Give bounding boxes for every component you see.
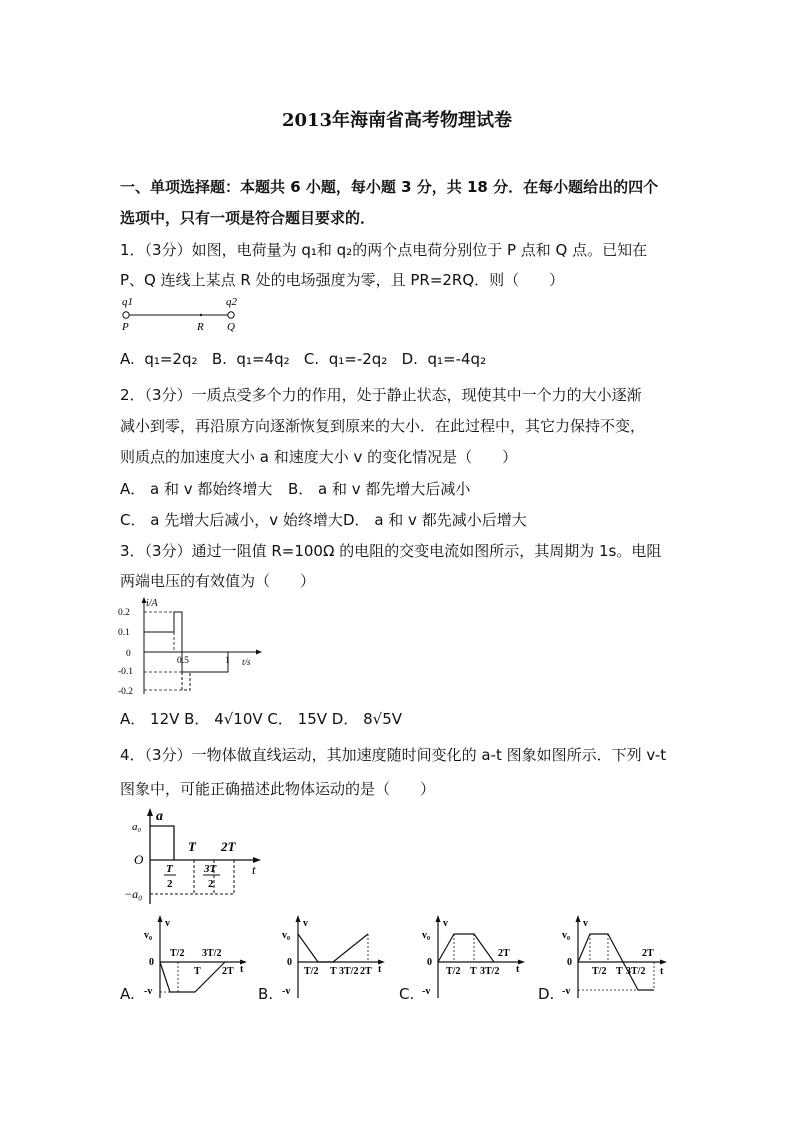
at-neg-pulse: [214, 860, 234, 894]
vt-d-label-t: t: [660, 966, 664, 977]
q4-option-a-letter: A.: [120, 985, 135, 1003]
q4-vt-graph-a: [140, 912, 250, 1002]
vt-c-curve: [438, 934, 494, 962]
q2-option-c: C． a 先增大后减小，v 始终增大: [120, 511, 343, 529]
q4-vt-graph-d: [558, 912, 674, 1002]
q3-text-line1: 3．（3分）通过一阻值 R=100Ω 的电阻的交变电流如图所示，其周期为 1s。电阻: [120, 542, 662, 560]
q3-xtick-0.5: 0.5: [177, 656, 189, 666]
vt-c-label-t: t: [516, 964, 520, 975]
q1-label-q1: q1: [122, 296, 133, 308]
q4-at-graph: [118, 806, 268, 908]
vt-d-y-arrow: [576, 915, 581, 922]
at-label-t: t: [252, 862, 256, 877]
q3-neg-pulse: [182, 672, 190, 690]
q3-xtick-1: 1: [225, 656, 230, 666]
vt-c-v0: v₀: [422, 930, 430, 941]
at-frac-T2-den: 2: [167, 878, 173, 890]
vt-a-zero: 0: [149, 957, 154, 968]
at-frac-T2-num: T: [166, 863, 173, 875]
vt-b-label-2T: 2T: [360, 966, 372, 977]
vt-c-label-T: T: [470, 966, 477, 977]
vt-b-label-t: t: [378, 964, 382, 975]
q3-text-line2: 两端电压的有效值为（ ）: [120, 572, 316, 590]
vt-d-zero: 0: [567, 957, 572, 968]
vt-b-negv: -v: [282, 986, 291, 997]
q1-option-c: q₁=-2q₂: [328, 350, 388, 368]
vt-c-label-2T: 2T: [498, 948, 510, 959]
vt-c-negv: -v: [422, 986, 431, 997]
q4-vt-graph-b: [278, 912, 388, 1002]
at-label-T: T: [188, 839, 196, 854]
q3-ytick--0.2: -0.2: [118, 687, 134, 697]
vt-a-curve: [160, 962, 225, 992]
q3-options: A． 12V B． 4√10V C． 15V D． 8√5V: [120, 710, 403, 728]
q1-text-line1: 1．（3分）如图，电荷量为 q₁和 q₂的两个点电荷分别位于 P 点和 Q 点。已知在: [120, 241, 648, 259]
charge-q-dot: [228, 312, 234, 318]
vt-d-label-3half: 3T/2: [626, 966, 646, 977]
q1-label-q: Q: [227, 321, 235, 333]
q4-option-d-letter: D.: [538, 985, 555, 1003]
vt-c-label-half: T/2: [446, 966, 461, 977]
at-label-a: a: [156, 809, 163, 824]
charge-p-dot: [123, 312, 129, 318]
q2-option-b: B． a 和 v 都先增大后减小: [288, 480, 471, 498]
q1-option-a-letter: A.: [120, 350, 135, 368]
q2-text-line2: 减小到零，再沿原方向逐渐恢复到原来的大小．在此过程中，其它力保持不变，: [120, 417, 646, 435]
vt-d-v: v: [583, 918, 588, 929]
q3-x-arrow: [256, 650, 262, 655]
at-y-arrow: [147, 808, 153, 816]
vt-d-x-arrow: [660, 960, 667, 965]
vt-a-y-arrow: [158, 915, 163, 922]
vt-d-label-2T: 2T: [642, 948, 654, 959]
q1-label-p: P: [122, 321, 129, 333]
page-title: 2013年海南省高考物理试卷: [281, 110, 513, 131]
q3-y-label: i/A: [146, 598, 158, 609]
q1-label-q2: q2: [226, 296, 237, 308]
vt-b-zero: 0: [287, 957, 292, 968]
vt-c-y-arrow: [436, 915, 441, 922]
q4-option-c-letter: C.: [399, 985, 415, 1003]
vt-a-v0: v₀: [144, 930, 152, 941]
vt-b-label-3half: 3T/2: [339, 966, 359, 977]
vt-c-zero: 0: [427, 957, 432, 968]
q3-ytick-0: 0: [126, 649, 131, 659]
at-frac-3T2-den: 2: [208, 878, 214, 890]
q1-option-b: q₁=4q₂: [236, 350, 290, 368]
section-heading-line1: 一、单项选择题：本题共 6 小题，每小题 3 分，共 18 分．在每小题给出的四个: [120, 178, 659, 196]
q1-charge-figure: [118, 294, 248, 336]
q3-positive-pulse: [144, 612, 182, 652]
q4-option-b-letter: B.: [258, 985, 274, 1003]
q1-text-line2: P、Q 连线上某点 R 处的电场强度为零，且 PR=2RQ．则（ ）: [120, 271, 565, 289]
q1-option-c-letter: C.: [303, 350, 320, 368]
at-label-o: O: [134, 852, 144, 867]
vt-d-label-half: T/2: [592, 966, 607, 977]
vt-b-y-arrow: [296, 915, 301, 922]
q4-text-line1: 4．（3分）一物体做直线运动，其加速度随时间变化的 a-t 图象如图所示．下列 v-t: [120, 746, 667, 764]
section-heading-line2: 选项中，只有一项是符合题目要求的．: [120, 209, 376, 227]
vt-b-label-T: T: [330, 966, 337, 977]
q1-option-a: q₁=2q₂: [144, 350, 198, 368]
q3-ytick-0.1: 0.1: [118, 628, 130, 638]
q1-option-d-letter: D.: [401, 350, 418, 368]
q3-neg-segment: [182, 652, 228, 672]
at-label-neg-a0: −a₀: [124, 887, 143, 901]
vt-b-v: v: [303, 918, 308, 929]
at-frac-3T2-num: 3T: [204, 863, 217, 875]
q3-x-label: t/s: [242, 657, 251, 667]
q1-label-r: R: [197, 321, 204, 333]
vt-d-v0: v₀: [562, 930, 570, 941]
q1-option-b-letter: B.: [211, 350, 227, 368]
vt-a-label-half: T/2: [170, 948, 185, 959]
vt-d-label-T: T: [616, 966, 623, 977]
q2-option-a: A． a 和 v 都始终增大: [120, 480, 273, 498]
at-label-2T: 2T: [221, 839, 236, 854]
q4-vt-graph-c: [418, 912, 528, 1002]
vt-a-label-T: T: [194, 966, 201, 977]
at-pos-pulse: [150, 826, 174, 860]
vt-c-v: v: [443, 918, 448, 929]
q2-text-line1: 2．（3分）一质点受多个力的作用，处于静止状态，现使其中一个力的大小逐渐: [120, 386, 642, 404]
vt-b-v0: v₀: [282, 930, 290, 941]
vt-b-curve: [298, 934, 368, 962]
vt-a-label-t: t: [240, 964, 244, 975]
q3-current-graph: [116, 594, 266, 698]
vt-c-label-3half: 3T/2: [480, 966, 500, 977]
q3-ytick-0.2: 0.2: [118, 608, 130, 618]
vt-a-label-2T: 2T: [222, 966, 234, 977]
vt-d-negv: -v: [562, 986, 571, 997]
q1-options: [120, 350, 486, 368]
q4-text-line2: 图象中，可能正确描述此物体运动的是（ ）: [120, 780, 436, 798]
at-label-a0: a₀: [132, 821, 142, 833]
vt-b-label-half: T/2: [304, 966, 319, 977]
q1-option-d: q₁=-4q₂: [427, 350, 487, 368]
vt-a-negv: -v: [144, 986, 153, 997]
point-r-dot: [200, 314, 202, 316]
q2-text-line3: 则质点的加速度大小 a 和速度大小 v 的变化情况是（ ）: [120, 448, 518, 466]
vt-a-v: v: [165, 918, 170, 929]
q3-ytick--0.1: -0.1: [118, 667, 134, 677]
vt-a-label-3half: 3T/2: [202, 948, 222, 959]
q2-option-d: D． a 和 v 都先减小后增大: [343, 511, 527, 529]
